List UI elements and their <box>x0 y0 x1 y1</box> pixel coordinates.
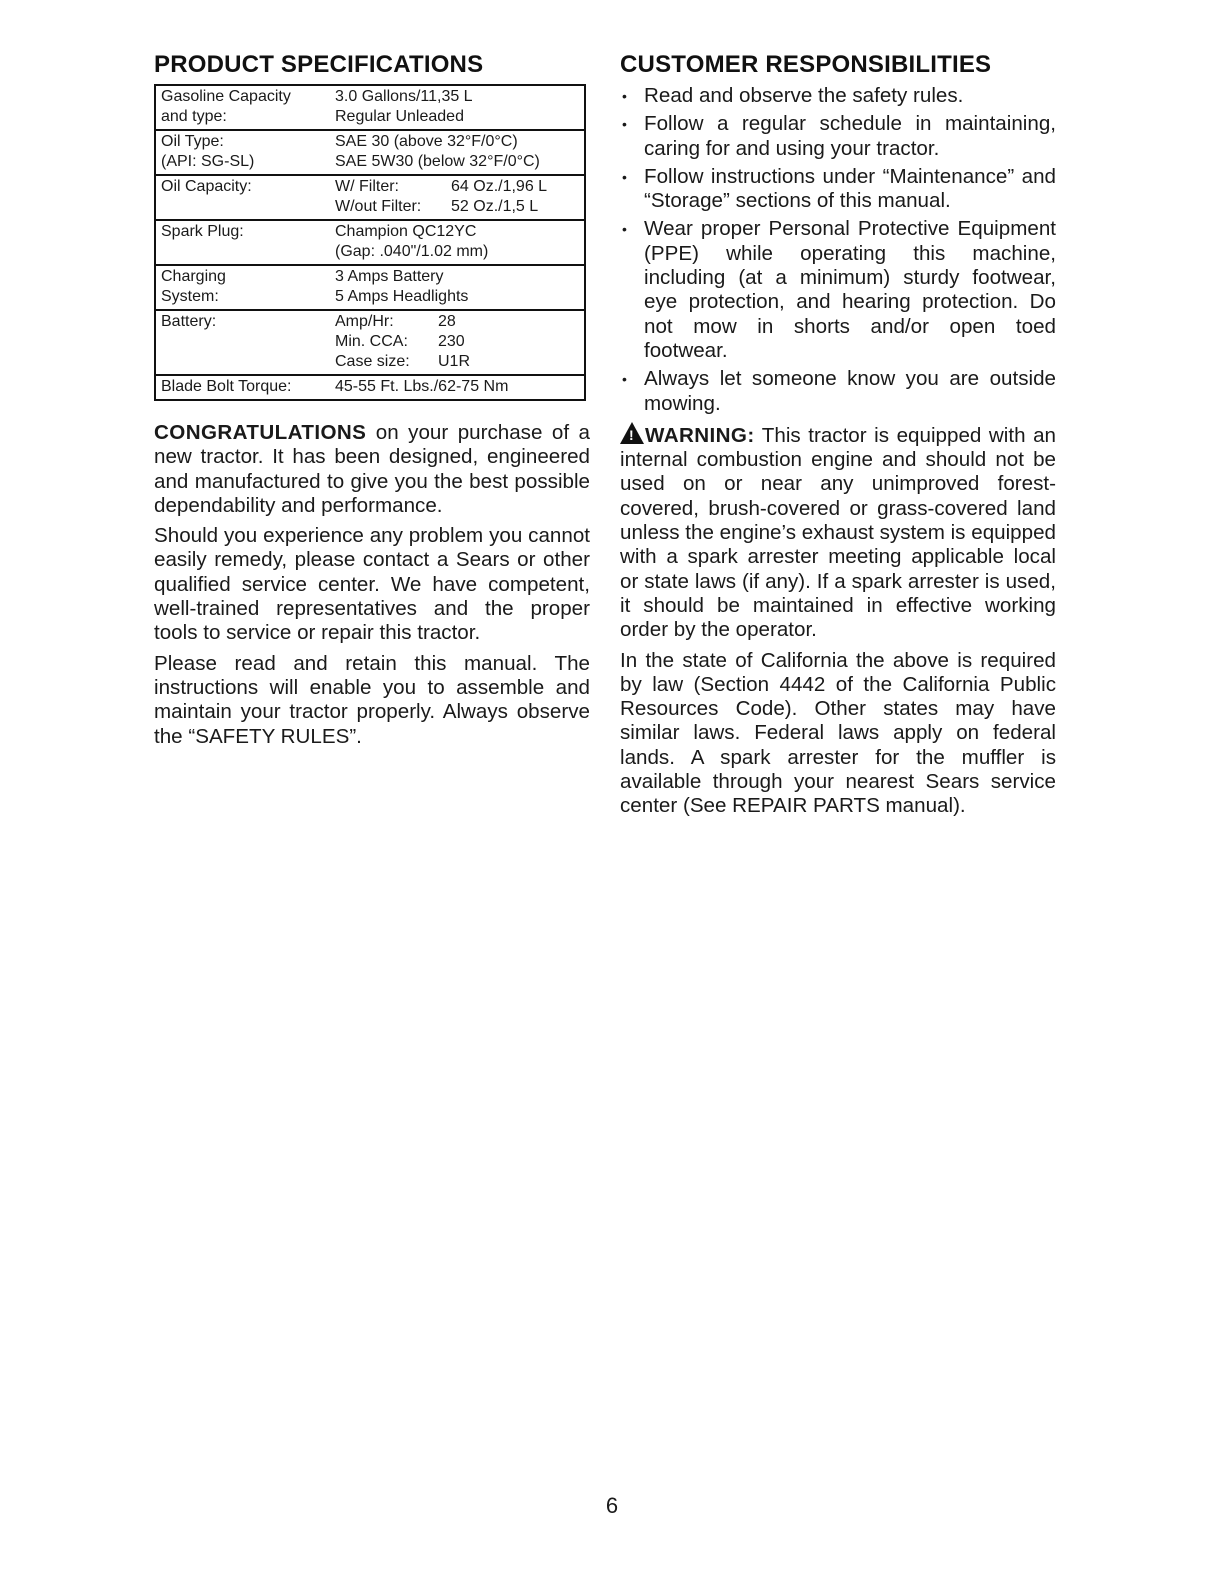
spec-kv-value: U1R <box>438 353 471 370</box>
spec-label-line: and type: <box>161 108 227 125</box>
spec-kv-value: 230 <box>438 333 465 350</box>
spec-value: 45-55 Ft. Lbs./62-75 Nm <box>335 378 509 395</box>
congratulations-lead: CONGRATULATIONS <box>154 421 367 444</box>
list-item-text: Read and observe the safety rules. <box>644 84 964 107</box>
product-specifications-heading: PRODUCT SPECIFICATIONS <box>154 51 484 78</box>
service-paragraph: Should you experience any problem you cannot easily remedy, please contact a Sears or other qualified service center. We have competent, well-trained representatives and the proper tools to service or repair this tractor. <box>154 524 590 645</box>
spec-kv <box>335 312 580 332</box>
list-item-text: Wear proper Personal Protective Equipment (PPE) while operating this machine, including (at a minimum) sturdy footwear, eye protection, and hearing protection. Do not mow in shorts and/or open toed footwear. <box>644 217 1056 362</box>
bullet-icon: • <box>622 221 627 238</box>
spec-key: W/out Filter: <box>335 198 422 215</box>
retain-manual-paragraph: Please read and retain this manual. The instructions will enable you to assemble and maintain your tractor properly. Always observe the “SAFETY RULES”. <box>154 651 590 748</box>
spec-label-line: System: <box>161 288 219 305</box>
list-item <box>620 84 1056 108</box>
spec-value <box>335 177 580 217</box>
spec-value-line: Champion QC12YC <box>335 223 477 240</box>
left-column <box>154 50 590 755</box>
spec-label-line: Gasoline Capacity <box>161 88 291 105</box>
spec-label <box>161 132 335 172</box>
spec-key: Min. CCA: <box>335 333 408 350</box>
right-column <box>620 50 1056 825</box>
spec-row-battery <box>156 309 584 374</box>
spec-row-gasoline <box>156 86 584 129</box>
spec-value-line: SAE 30 (above 32°F/0°C) <box>335 133 518 150</box>
spec-row-blade-bolt <box>156 374 584 399</box>
spec-key: Amp/Hr: <box>335 313 394 330</box>
spec-value-line: 5 Amps Headlights <box>335 288 469 305</box>
responsibilities-list <box>620 84 1056 416</box>
spec-table <box>154 84 586 401</box>
spec-label: Battery: <box>161 313 217 330</box>
spec-value <box>335 132 580 172</box>
warning-label: WARNING: <box>645 423 755 447</box>
spec-value-line: SAE 5W30 (below 32°F/0°C) <box>335 153 540 170</box>
list-item <box>620 112 1056 161</box>
bullet-icon: • <box>622 88 627 104</box>
spec-value <box>335 312 580 372</box>
spec-value-line: Regular Unleaded <box>335 108 464 125</box>
warning-triangle-icon <box>620 422 644 444</box>
spec-label-line: Oil Type: <box>161 133 224 150</box>
customer-responsibilities-heading: CUSTOMER RESPONSIBILITIES <box>620 51 992 78</box>
spec-key: Case size: <box>335 353 410 370</box>
page-number: 6 <box>605 1493 619 1518</box>
spec-label-line: (API: SG-SL) <box>161 153 255 170</box>
spec-row-oil-capacity <box>156 174 584 219</box>
spec-kv <box>335 197 580 217</box>
congratulations-paragraph <box>154 421 590 518</box>
congratulations-text: on your purchase of a new tractor. It has been designed, engineered and manufactured to give you the best possible dependability and performance. <box>154 421 590 517</box>
spec-label: Blade Bolt Torque: <box>161 378 292 395</box>
list-item <box>620 367 1056 416</box>
spec-label: Spark Plug: <box>161 223 244 240</box>
spec-value <box>335 87 580 127</box>
spec-kv-value: 52 Oz./1,5 L <box>451 198 539 215</box>
spec-kv-value: 28 <box>438 313 456 330</box>
spec-value-line: (Gap: .040"/1.02 mm) <box>335 243 489 260</box>
spec-row-charging <box>156 264 584 309</box>
spec-kv <box>335 177 580 197</box>
spec-kv <box>335 352 580 372</box>
list-item <box>620 217 1056 363</box>
spec-kv <box>335 332 580 352</box>
spec-value <box>335 222 580 262</box>
list-item-text: Follow a regular schedule in maintaining, caring for and using your tractor. <box>644 112 1056 160</box>
spec-label <box>161 267 335 307</box>
bullet-icon: • <box>622 371 627 388</box>
warning-text: This tractor is equipped with an internal combustion engine and should not be used on or near any unimproved forest-covered, brush-covered or grass-covered land unless the engine’s exhaust system is equipped with a spark arrester meeting applicable local or state laws (if any). If a spark arrester is used, it should be maintained in effective working order by the operator. <box>620 423 1056 642</box>
spec-label <box>161 87 335 127</box>
spec-label: Oil Capacity: <box>161 178 252 195</box>
list-item <box>620 165 1056 214</box>
spec-label-line: Charging <box>161 268 226 285</box>
spec-value-line: 3.0 Gallons/11,35 L <box>335 88 473 105</box>
spec-value-line: 3 Amps Battery <box>335 268 444 285</box>
spec-key: W/ Filter: <box>335 178 399 195</box>
list-item-text: Always let someone know you are outside mowing. <box>644 367 1056 415</box>
california-paragraph: In the state of California the above is required by law (Section 4442 of the California Public Resources Code). Other states may have similar laws. Federal laws apply on federal lands. A spark arrester for the muffler is available through your nearest Sears service center (See REPAIR PARTS manual). <box>620 648 1056 818</box>
list-item-text: Follow instructions under “Maintenance” and “Storage” sections of this manual. <box>644 164 1056 213</box>
spec-kv-value: 64 Oz./1,96 L <box>451 178 548 195</box>
bullet-icon: • <box>622 168 627 185</box>
warning-paragraph <box>620 422 1056 643</box>
spec-row-spark-plug <box>156 219 584 264</box>
spec-value <box>335 267 580 307</box>
spec-row-oil-type <box>156 129 584 174</box>
bullet-icon: • <box>622 116 627 133</box>
